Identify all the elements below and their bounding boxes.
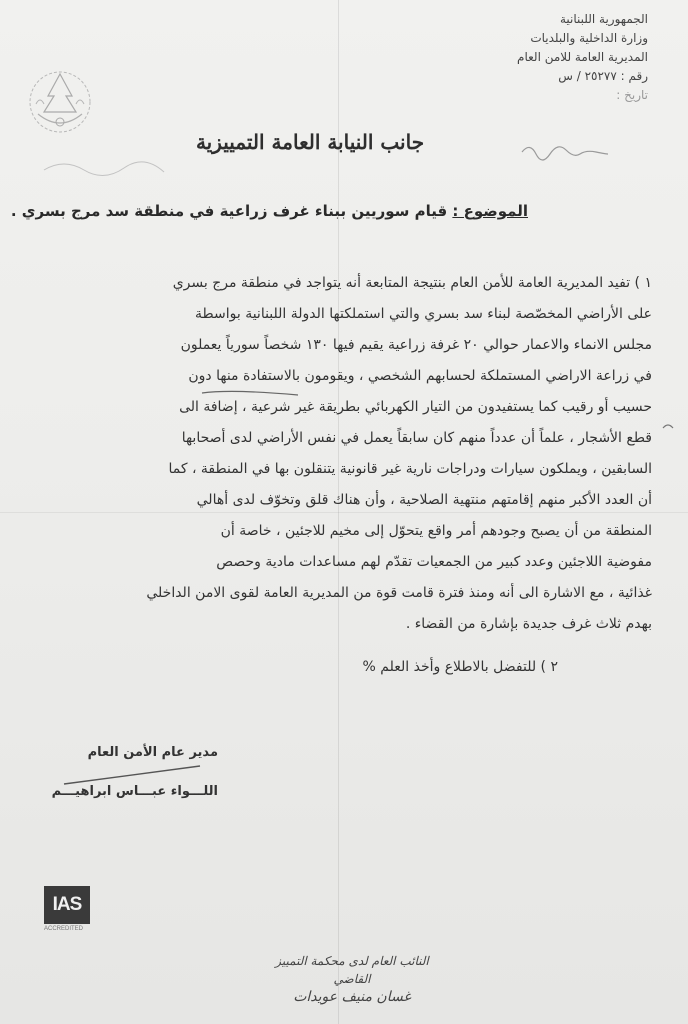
margin-mark [660, 420, 676, 436]
cedar-seal-icon [22, 52, 98, 142]
letterhead-country: الجمهورية اللبنانية [559, 12, 648, 26]
body-line: ١ ) تفيد المديرية العامة للأمن العام بنتيجة المتابعة أنه يتواجد في منطقة مرج بسري [172, 275, 652, 291]
signature-stroke [60, 760, 210, 790]
body-line: بهدم ثلاث غرف جديدة بإشارة من القضاء . [405, 616, 652, 632]
ias-stamp-caption: ACCREDITED [44, 926, 84, 932]
subject-label: الموضوع : [452, 202, 528, 220]
document-title: جانب النيابة العامة التمييزية [195, 130, 425, 154]
handwritten-line: النائب العام لدى محكمة التمييز [275, 954, 429, 968]
date-label: تاريخ : [616, 88, 648, 102]
closing-line: ٢ ) للتفضل بالاطلاع وأخذ العلم % [362, 659, 558, 675]
letterhead-ministry: وزارة الداخلية والبلديات [530, 31, 648, 45]
body-line: على الأراضي المخصّصة لبناء سد بسري والتي استملكتها الدولة اللبنانية بواسطة [195, 306, 652, 322]
pencil-scribble [40, 150, 170, 190]
ias-stamp-logo: IAS [44, 886, 90, 924]
body-line: السابقين ، ويملكون سيارات ودراجات نارية غير قانونية يتنقلون بها في المنطقة ، كما [168, 461, 652, 477]
body-line: مجلس الانماء والاعمار حوالي ٢٠ غرفة زراعية يقيم فيها ١٣٠ شخصاً سورياً يعملون [180, 337, 652, 353]
handwritten-name: غسان منيف عويدات [293, 989, 411, 1005]
signer-title: مدير عام الأمن العام [87, 745, 218, 760]
body-line: قطع الأشجار ، علماً أن عدداً منهم كان سابقاً يعمل في نفس الأراضي لدى أصحابها [181, 430, 652, 446]
subject-text: قيام سوريين ببناء غرف زراعية في منطقة سد مرج بسري . [10, 202, 448, 220]
pen-underline [200, 388, 300, 398]
body-line: المنطقة من أن يصبح وجودهم أمر واقع يتحوّل إلى مخيم للاجئين ، خاصة أن [220, 523, 652, 539]
letter-body [40, 268, 652, 640]
reference-number: رقم : ٢٥٢٧٧ / س [558, 69, 648, 83]
body-line: غذائية ، مع الاشارة الى أنه ومنذ فترة قامت قوة من المديرية العامة لقوى الامن الداخلي [146, 585, 652, 601]
body-line: مفوضية اللاجئين وعدد كبير من الجمعيات تقدّم لهم مساعدات مادية وحصص [216, 554, 652, 570]
letterhead [428, 10, 648, 105]
letterhead-directorate: المديرية العامة للامن العام [517, 50, 648, 64]
handwritten-line: القاضي [333, 972, 371, 986]
body-line: حسيب أو رقيب كما يستفيدون من التيار الكهربائي بطريقة غير شرعية ، إضافة الى [179, 399, 652, 415]
body-line: أن العدد الأكبر منهم إقامتهم منتهية الصلاحية ، وأن هناك قلق وتخوّف لدى أهالي [196, 492, 652, 508]
subject-line [11, 202, 528, 220]
body-line: في زراعة الاراضي المستملكة لحسابهم الشخصي ، ويقومون بالاستفادة منها دون [188, 368, 652, 384]
signer-name: اللـــواء عبـــاس ابراهيـــم [51, 784, 218, 799]
handwritten-date-scribble [520, 138, 610, 162]
handwritten-note [262, 952, 442, 1006]
